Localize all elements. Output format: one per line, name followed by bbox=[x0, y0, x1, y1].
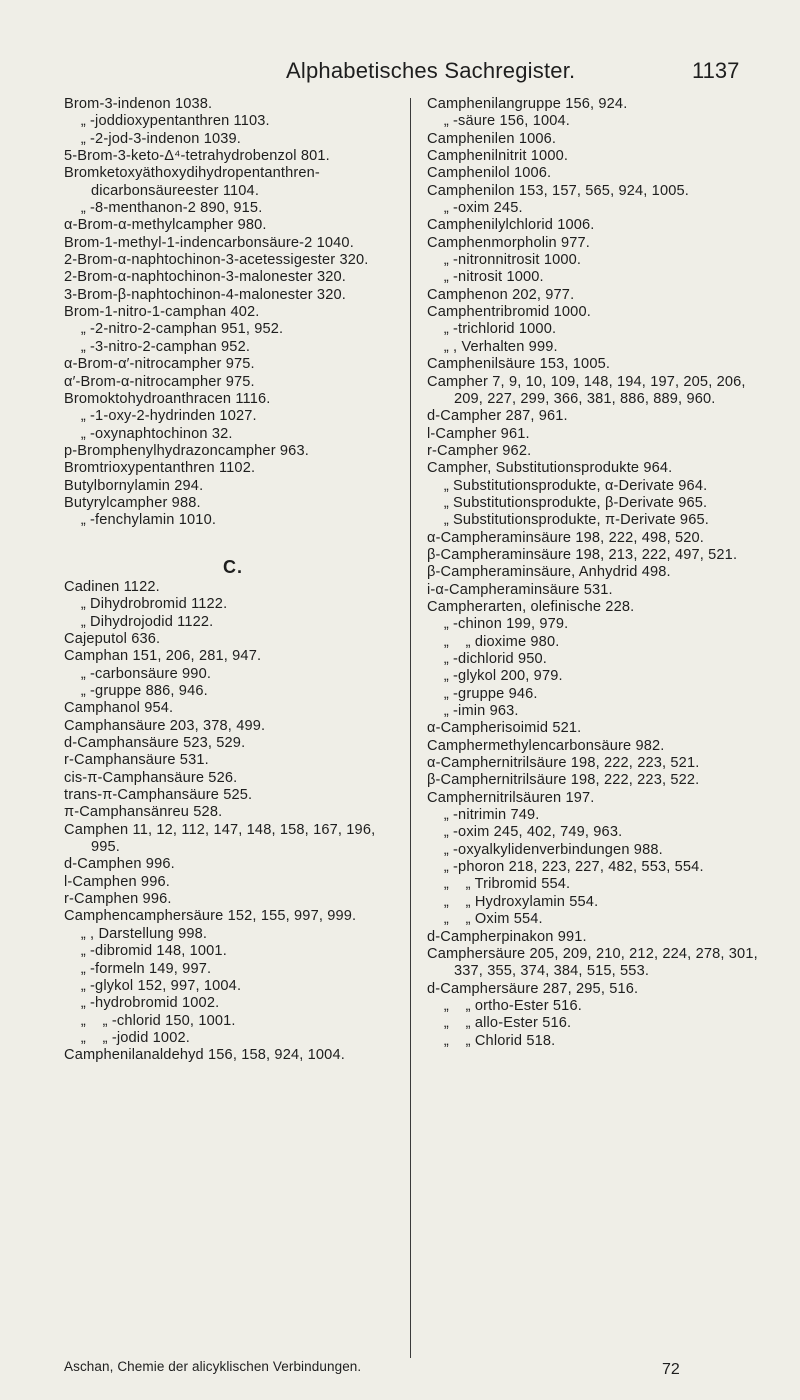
index-entry: α-Brom-α′-nitrocampher 975. bbox=[64, 356, 255, 373]
index-entry: „ -dichlorid 950. bbox=[427, 651, 547, 667]
index-entry: „ „ Tribromid 554. bbox=[427, 876, 571, 893]
index-entry: α-Campheraminsäure 198, 222, 498, 520. bbox=[427, 529, 704, 546]
index-entry: „ , Darstellung 998. bbox=[64, 925, 208, 942]
index-entry: d-Campher 287, 961. bbox=[427, 408, 568, 425]
index-entry: „ -phoron 218, 223, 227, 482, 553, 554. bbox=[427, 859, 704, 876]
index-entry: „ , Verhalten 999. bbox=[427, 338, 558, 355]
index-entry: „ -joddioxypentanthren 1103. bbox=[64, 113, 270, 130]
column-divider bbox=[410, 98, 411, 1358]
footer-credit: Aschan, Chemie der alicyklischen Verbindungen. bbox=[64, 1359, 362, 1374]
signature-mark: 72 bbox=[662, 1361, 680, 1378]
index-entry: „ -säure 156, 1004. bbox=[427, 113, 570, 130]
index-entry: Camphenon 202, 977. bbox=[427, 286, 575, 303]
index-entry: Butyrylcampher 988. bbox=[64, 494, 201, 511]
index-entry: „ -nitrosit 1000. bbox=[427, 269, 544, 286]
index-entry: „ -imin 963. bbox=[427, 703, 519, 720]
index-entry: Camphenilylchlorid 1006. bbox=[427, 217, 595, 234]
index-entry: „ -oxynaphtochinon 32. bbox=[64, 425, 233, 442]
index-entry: Camphenilanaldehyd 156, 158, 924, 1004. bbox=[64, 1047, 345, 1064]
index-entry: Camphenilol 1006. bbox=[427, 165, 552, 182]
index-entry: „ „ allo-Ester 516. bbox=[427, 1015, 572, 1032]
index-entry: „ „ ortho-Ester 516. bbox=[427, 997, 582, 1014]
index-entry: 5-Brom-3-keto-Δ⁴-tetrahydrobenzol 801. bbox=[64, 148, 330, 165]
index-entry: trans-π-Camphansäure 525. bbox=[64, 787, 253, 804]
index-entry: d-Camphen 996. bbox=[64, 856, 175, 873]
index-entry: „ -formeln 149, 997. bbox=[64, 960, 212, 977]
index-entry: „ -oxyalkylidenverbindungen 988. bbox=[427, 841, 663, 858]
index-entry: Camphersäure 205, 209, 210, 212, 224, 278, 301, 337, 355, 374, 384, 515, 553. bbox=[427, 945, 763, 980]
index-entry: Cajeputol 636. bbox=[64, 630, 161, 647]
index-entry: „ Substitutionsprodukte, α-Derivate 964. bbox=[427, 477, 708, 494]
section-letter: C. bbox=[223, 556, 243, 577]
index-entry: „ „ Chlorid 518. bbox=[427, 1032, 556, 1049]
index-entry: α-Camphernitrilsäure 198, 222, 223, 521. bbox=[427, 755, 700, 772]
index-entry: „ -dibromid 148, 1001. bbox=[64, 943, 227, 960]
index-entry: „ -trichlorid 1000. bbox=[427, 321, 557, 338]
index-entry: Bromoktohydroanthracen 1116. bbox=[64, 390, 271, 407]
index-entry: „ -2-jod-3-indenon 1039. bbox=[64, 130, 242, 147]
index-entry: Camphan 151, 206, 281, 947. bbox=[64, 648, 262, 665]
index-entry: „ „ -chlorid 150, 1001. bbox=[64, 1012, 236, 1029]
index-entry: „ -fenchylamin 1010. bbox=[64, 512, 217, 529]
index-entry: Campherarten, olefinische 228. bbox=[427, 598, 635, 615]
index-entry: 2-Brom-α-naphtochinon-3-acetessigester 320. bbox=[64, 252, 369, 269]
index-entry: „ -hydrobromid 1002. bbox=[64, 995, 220, 1012]
index-entry: Camphen 11, 12, 112, 147, 148, 158, 167, 196, 995. bbox=[64, 821, 380, 856]
index-entry: i-α-Campheraminsäure 531. bbox=[427, 581, 613, 598]
index-entry: „ „ Oxim 554. bbox=[427, 911, 543, 928]
index-entry: 2-Brom-α-naphtochinon-3-malonester 320. bbox=[64, 269, 346, 286]
index-entry: Brom-3-indenon 1038. bbox=[64, 96, 213, 112]
index-entry: π-Camphansänreu 528. bbox=[64, 804, 223, 821]
index-entry: „ Substitutionsprodukte, π-Derivate 965. bbox=[427, 512, 709, 529]
index-entry: Camphenilangruppe 156, 924. bbox=[427, 96, 628, 112]
index-entry: α′-Brom-α-nitrocampher 975. bbox=[64, 373, 255, 390]
index-entry: l-Campher 961. bbox=[427, 425, 530, 442]
index-entry: „ -glykol 152, 997, 1004. bbox=[64, 977, 242, 994]
index-entry: r-Campher 962. bbox=[427, 442, 532, 459]
index-entry: Bromketoxyäthoxydihydropentanthren-dicarbonsäureester 1104. bbox=[64, 165, 320, 199]
index-entry: „ -gruppe 886, 946. bbox=[64, 683, 208, 699]
index-entry: „ -nitrimin 749. bbox=[427, 807, 540, 824]
index-entry: r-Camphansäure 531. bbox=[64, 752, 209, 769]
index-entry: Camphenilon 153, 157, 565, 924, 1005. bbox=[427, 182, 689, 199]
page-number: 1137 bbox=[692, 58, 740, 83]
index-entry: „ Dihydrojodid 1122. bbox=[64, 613, 214, 630]
index-entry: Camphentribromid 1000. bbox=[427, 304, 591, 321]
page-header bbox=[0, 58, 800, 88]
index-entry: d-Camphansäure 523, 529. bbox=[64, 735, 246, 752]
index-entry: Camphenilsäure 153, 1005. bbox=[427, 356, 611, 373]
index-entry: 3-Brom-β-naphtochinon-4-malonester 320. bbox=[64, 286, 346, 303]
index-entry: „ -2-nitro-2-camphan 951, 952. bbox=[64, 321, 284, 338]
index-entry: β-Campheraminsäure, Anhydrid 498. bbox=[427, 564, 671, 581]
index-entry: Camphencamphersäure 152, 155, 997, 999. bbox=[64, 908, 357, 925]
index-entry: l-Camphen 996. bbox=[64, 873, 170, 890]
index-entry: Campher 7, 9, 10, 109, 148, 194, 197, 205, 206, 209, 227, 299, 366, 381, 886, 889, 960. bbox=[427, 373, 750, 407]
index-entry: Brom-1-methyl-1-indencarbonsäure-2 1040. bbox=[64, 234, 354, 251]
index-entry: „ Substitutionsprodukte, β-Derivate 965. bbox=[427, 494, 708, 511]
index-entry: Camphermethylencarbonsäure 982. bbox=[427, 737, 665, 754]
index-entry: „ -gruppe 946. bbox=[427, 685, 538, 702]
index-entry: „ -glykol 200, 979. bbox=[427, 668, 563, 685]
index-entry: „ „ -jodid 1002. bbox=[64, 1029, 190, 1046]
index-entry: „ „ dioxime 980. bbox=[427, 633, 560, 650]
index-entry: „ -8-menthanon-2 890, 915. bbox=[64, 200, 263, 217]
index-entry: „ -carbonsäure 990. bbox=[64, 665, 212, 682]
index-entry: Brom-1-nitro-1-camphan 402. bbox=[64, 304, 260, 321]
index-entry: β-Campheraminsäure 198, 213, 222, 497, 521. bbox=[427, 546, 738, 563]
index-entry: Camphenmorpholin 977. bbox=[427, 234, 590, 251]
index-column-right bbox=[427, 96, 767, 1050]
index-entry: Campher, Substitutionsprodukte 964. bbox=[427, 460, 673, 477]
index-entry: r-Camphen 996. bbox=[64, 891, 172, 908]
index-entry: „ Dihydrobromid 1122. bbox=[64, 596, 228, 613]
index-entry: „ „ Hydroxylamin 554. bbox=[427, 893, 599, 910]
index-entry: „ -3-nitro-2-camphan 952. bbox=[64, 338, 251, 355]
index-entry: „ -nitronnitrosit 1000. bbox=[427, 252, 582, 269]
index-entry: α-Brom-α-methylcampher 980. bbox=[64, 217, 267, 234]
index-entry: Camphenilnitrit 1000. bbox=[427, 148, 569, 165]
index-entry: Cadinen 1122. bbox=[64, 578, 160, 595]
index-entry: d-Camphersäure 287, 295, 516. bbox=[427, 980, 639, 997]
index-entry: Butylbornylamin 294. bbox=[64, 477, 204, 494]
index-entry: Bromtrioxypentanthren 1102. bbox=[64, 460, 256, 477]
index-entry: d-Campherpinakon 991. bbox=[427, 928, 587, 945]
index-entry: „ -chinon 199, 979. bbox=[427, 616, 569, 633]
index-entry: β-Camphernitrilsäure 198, 222, 223, 522. bbox=[427, 772, 700, 789]
index-entry: „ -oxim 245, 402, 749, 963. bbox=[427, 824, 623, 841]
index-entry: Camphenilen 1006. bbox=[427, 130, 557, 147]
index-entry: „ -oxim 245. bbox=[427, 200, 523, 217]
index-column-left bbox=[64, 96, 402, 1065]
index-entry: Camphernitrilsäuren 197. bbox=[427, 789, 595, 806]
page-title: Alphabetisches Sachregister. bbox=[286, 58, 576, 83]
index-entry: α-Campherisoimid 521. bbox=[427, 720, 582, 737]
index-entry: Camphanol 954. bbox=[64, 700, 174, 717]
index-entry: „ -1-oxy-2-hydrinden 1027. bbox=[64, 408, 257, 425]
index-entry: cis-π-Camphansäure 526. bbox=[64, 769, 238, 786]
index-entry: p-Bromphenylhydrazoncampher 963. bbox=[64, 442, 309, 459]
index-entry: Camphansäure 203, 378, 499. bbox=[64, 717, 266, 734]
